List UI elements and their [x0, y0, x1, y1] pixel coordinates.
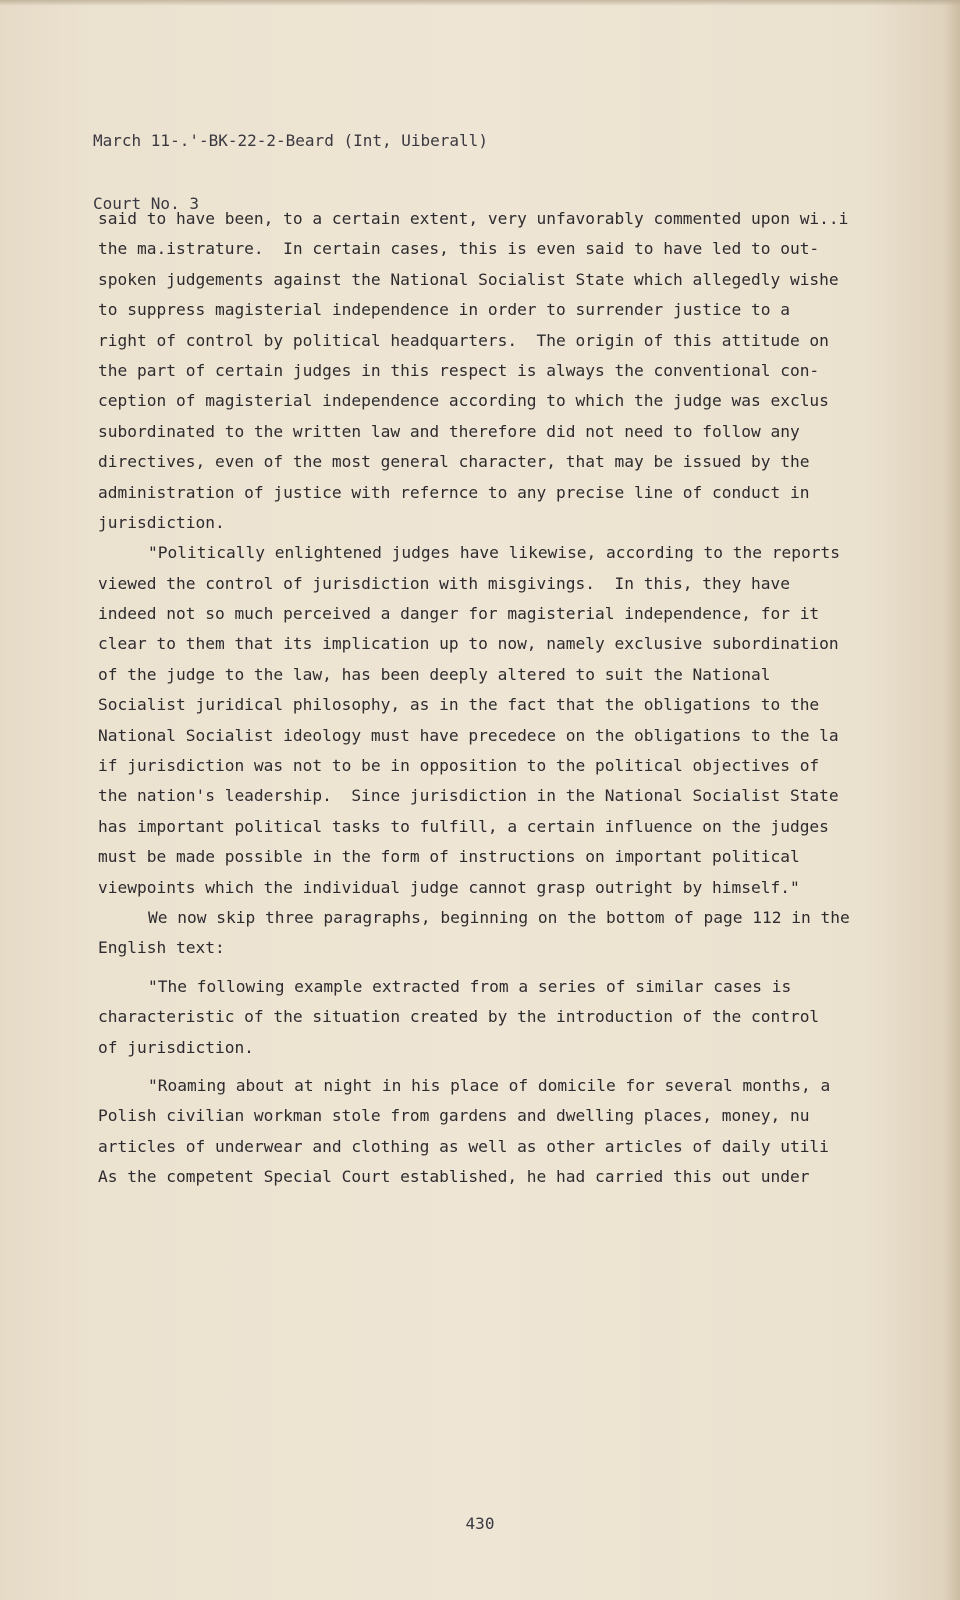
page-number: 430	[465, 1514, 495, 1533]
text-line: ception of magisterial independence according to which the judge was exclus	[98, 391, 829, 411]
text-line: must be made possible in the form of instructions on important political	[98, 847, 800, 867]
text-line: viewed the control of jurisdiction with misgivings. In this, they have	[98, 573, 790, 593]
text-line: directives, even of the most general character, that may be issued by the	[98, 452, 810, 472]
document-body	[98, 204, 960, 1193]
text-line: Socialist juridical philosophy, as in the fact that the obligations to the	[98, 695, 820, 715]
text-line: viewpoints which the individual judge cannot grasp outright by himself."	[98, 877, 800, 897]
text-line: "Roaming about at night in his place of domicile for several months, a	[148, 1075, 831, 1095]
paragraph-1	[98, 204, 960, 538]
text-line: jurisdiction.	[98, 512, 225, 532]
text-line: subordinated to the written law and therefore did not need to follow any	[98, 421, 800, 441]
text-line: articles of underwear and clothing as well as other articles of daily utili	[98, 1136, 829, 1156]
text-line: spoken judgements against the National Socialist State which allegedly wishe	[98, 269, 839, 289]
page-top-shadow	[0, 0, 960, 6]
text-line: the part of certain judges in this respect is always the conventional con-	[98, 360, 820, 380]
text-line: National Socialist ideology must have precedece on the obligations to the la	[98, 725, 839, 745]
text-line: the nation's leadership. Since jurisdiction in the National Socialist State	[98, 786, 839, 806]
paragraph-4	[98, 972, 960, 1063]
text-line: As the competent Special Court established, he had carried this out under	[98, 1167, 810, 1187]
text-line: right of control by political headquarters. The origin of this attitude on	[98, 330, 829, 350]
header-court-line: Court No. 3	[93, 194, 199, 213]
paragraph-3	[98, 903, 960, 964]
text-line: of jurisdiction.	[98, 1037, 254, 1057]
text-line: We now skip three paragraphs, beginning on the bottom of page 112 in the	[148, 907, 850, 927]
text-line: characteristic of the situation created by the introduction of the control	[98, 1007, 820, 1027]
text-line: "The following example extracted from a series of similar cases is	[148, 976, 792, 996]
paragraph-5	[98, 1071, 960, 1193]
text-line: said to have been, to a certain extent, very unfavorably commented upon wi..i	[98, 209, 849, 228]
text-line: of the judge to the law, has been deeply altered to suit the National	[98, 664, 771, 684]
text-line: the ma.istrature. In certain cases, this is even said to have led to out-	[98, 239, 820, 259]
text-line: to suppress magisterial independence in order to surrender justice to a	[98, 300, 790, 320]
text-line: English text:	[98, 938, 225, 958]
text-line: "Politically enlightened judges have likewise, according to the reports	[148, 543, 840, 563]
text-line: if jurisdiction was not to be in opposition to the political objectives of	[98, 756, 820, 776]
paragraph-2	[98, 538, 960, 903]
text-line: clear to them that its implication up to now, namely exclusive subordination	[98, 634, 839, 654]
text-line: indeed not so much perceived a danger for magisterial independence, for it	[98, 604, 820, 624]
text-line: has important political tasks to fulfill, a certain influence on the judges	[98, 816, 829, 836]
header-reference-line: March 11-.'-BK-22-2-Beard (Int, Uiberall)	[93, 131, 488, 150]
text-line: Polish civilian workman stole from gardens and dwelling places, money, nu	[98, 1106, 810, 1126]
text-line: administration of justice with refernce to any precise line of conduct in	[98, 482, 810, 502]
